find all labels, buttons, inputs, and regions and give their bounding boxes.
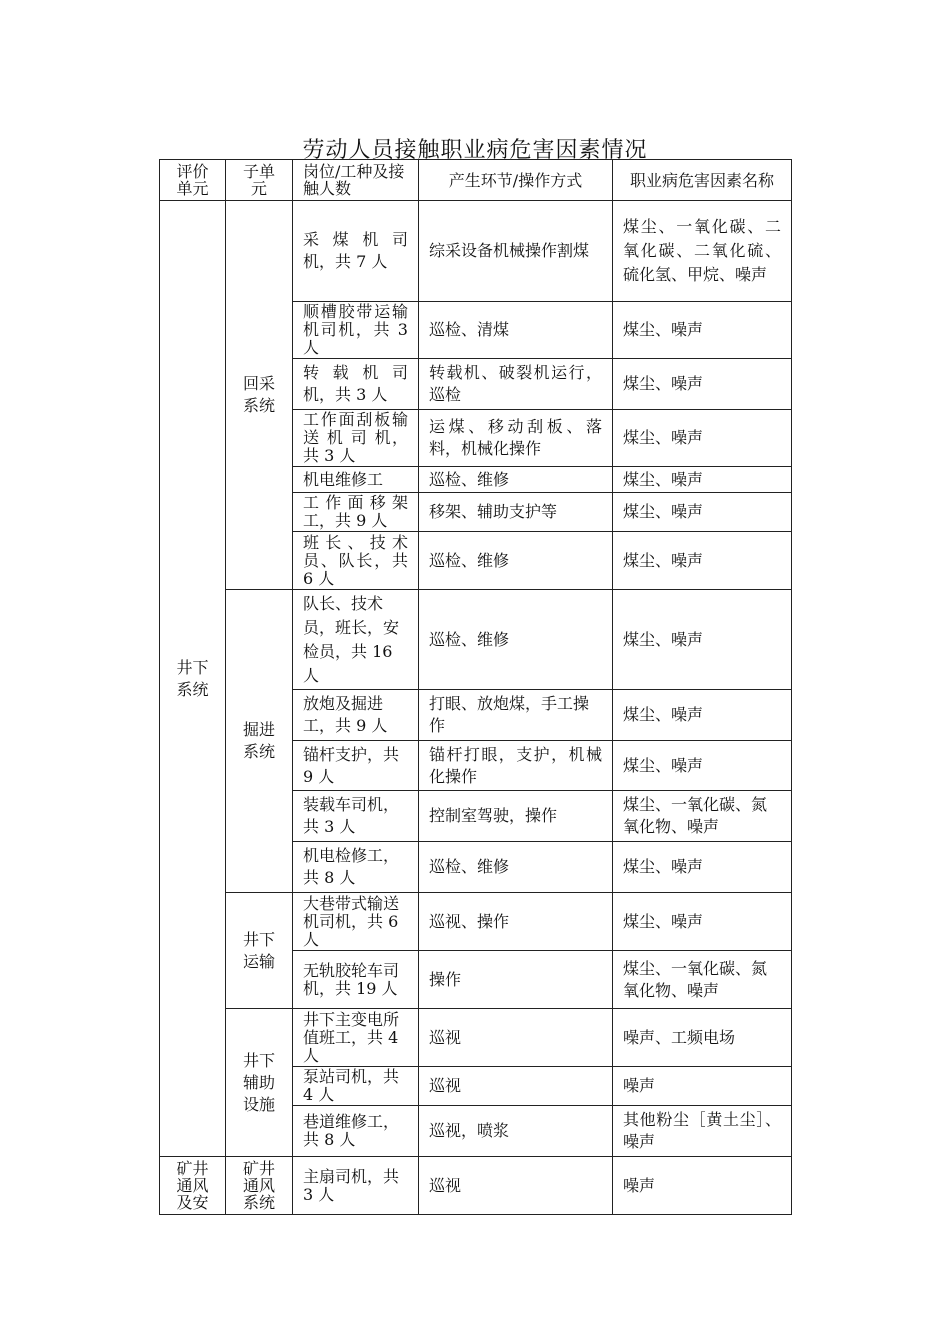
hazard-table [159, 159, 792, 1215]
post-cell: 巷道维修工，共 8 人 [293, 1106, 419, 1157]
hazard-cell: 噪声、工频电场 [613, 1009, 792, 1067]
table-row [160, 1009, 792, 1067]
process-cell: 锚杆打眼，支护，机械化操作 [419, 741, 613, 791]
process-cell: 打眼、放炮煤，手工操作 [419, 690, 613, 741]
process-cell: 巡检、维修 [419, 842, 613, 893]
process-cell: 运煤、移动刮板、落料，机械化操作 [419, 410, 613, 467]
subunit-tunneling: 掘进系统 [226, 590, 293, 893]
process-cell: 巡视 [419, 1067, 613, 1106]
page-title: 劳动人员接触职业病危害因素情况 [302, 138, 648, 163]
process-cell: 控制室驾驶，操作 [419, 791, 613, 842]
hazard-cell: 噪声 [613, 1157, 792, 1215]
hazard-cell: 煤尘、一氧化碳、氮氧化物、噪声 [613, 791, 792, 842]
process-cell: 巡检、维修 [419, 590, 613, 690]
process-cell: 巡视，喷浆 [419, 1106, 613, 1157]
table-row [160, 201, 792, 302]
header-process: 产生环节/操作方式 [419, 160, 613, 201]
post-cell: 机电维修工 [293, 467, 419, 493]
process-cell: 巡视 [419, 1157, 613, 1215]
post-cell: 工作面刮板输 送 机 司 机，共 3 人 [293, 410, 419, 467]
hazard-cell: 煤尘、噪声 [613, 893, 792, 951]
header-subunit: 子单元 [226, 160, 293, 201]
process-cell: 巡检、维修 [419, 467, 613, 493]
post-cell: 班长、技术员、队长，共 6 人 [293, 532, 419, 590]
table-row [160, 893, 792, 951]
hazard-cell: 噪声 [613, 1067, 792, 1106]
post-cell: 泵站司机，共 4 人 [293, 1067, 419, 1106]
unit-ventilation: 矿井通风及安 [160, 1157, 226, 1215]
post-cell: 主扇司机，共 3 人 [293, 1157, 419, 1215]
hazard-cell: 煤尘、噪声 [613, 690, 792, 741]
process-cell: 巡检、维修 [419, 532, 613, 590]
process-cell: 转载机、破裂机运行，巡检 [419, 359, 613, 410]
subunit-transport: 井下运输 [226, 893, 293, 1009]
post-cell: 锚杆支护，共 9 人 [293, 741, 419, 791]
table-row [160, 1157, 792, 1215]
hazard-cell: 煤尘、噪声 [613, 493, 792, 532]
hazard-cell: 煤尘、噪声 [613, 532, 792, 590]
subunit-auxiliary: 井下辅助设施 [226, 1009, 293, 1157]
post-cell: 井下主变电所值班工，共 4 人 [293, 1009, 419, 1067]
post-cell: 工作面移架工，共 9 人 [293, 493, 419, 532]
subunit-ventsys: 矿井通风系统 [226, 1157, 293, 1215]
process-cell: 移架、辅助支护等 [419, 493, 613, 532]
hazard-cell: 煤尘、噪声 [613, 590, 792, 690]
header-hazard: 职业病危害因素名称 [613, 160, 792, 201]
hazard-cell: 煤尘、一氧化碳、二氧化碳、二氧化硫、硫化氢、甲烷、噪声 [613, 201, 792, 302]
process-cell: 综采设备机械操作割煤 [419, 201, 613, 302]
table-row [160, 590, 792, 690]
post-cell: 无轨胶轮车司机，共 19 人 [293, 951, 419, 1009]
hazard-cell: 其他粉尘［黄土尘］、噪声 [613, 1106, 792, 1157]
process-cell: 巡检、清煤 [419, 302, 613, 359]
post-cell: 顺槽胶带运输机司机，共 3 人 [293, 302, 419, 359]
post-cell: 队长、技术员，班长，安检员，共 16 人 [293, 590, 419, 690]
header-unit: 评价单元 [160, 160, 226, 201]
post-cell: 装载车司机，共 3 人 [293, 791, 419, 842]
process-cell: 操作 [419, 951, 613, 1009]
unit-underground: 井下系统 [160, 201, 226, 1157]
hazard-cell: 煤尘、噪声 [613, 410, 792, 467]
hazard-cell: 煤尘、噪声 [613, 467, 792, 493]
table-header-row [160, 160, 792, 201]
hazard-cell: 煤尘、噪声 [613, 842, 792, 893]
hazard-cell: 煤尘、噪声 [613, 302, 792, 359]
post-cell: 机电检修工，共 8 人 [293, 842, 419, 893]
post-cell: 采 煤 机 司 机，共 7 人 [293, 201, 419, 302]
process-cell: 巡视、操作 [419, 893, 613, 951]
header-post: 岗位/工种及接触人数 [293, 160, 419, 201]
subunit-mining: 回采系统 [226, 201, 293, 590]
post-cell: 转 载 机 司 机，共 3 人 [293, 359, 419, 410]
post-cell: 放炮及掘进工，共 9 人 [293, 690, 419, 741]
hazard-cell: 煤尘、一氧化碳、氮氧化物、噪声 [613, 951, 792, 1009]
post-cell: 大巷带式输送机司机，共 6 人 [293, 893, 419, 951]
hazard-cell: 煤尘、噪声 [613, 741, 792, 791]
process-cell: 巡视 [419, 1009, 613, 1067]
hazard-cell: 煤尘、噪声 [613, 359, 792, 410]
